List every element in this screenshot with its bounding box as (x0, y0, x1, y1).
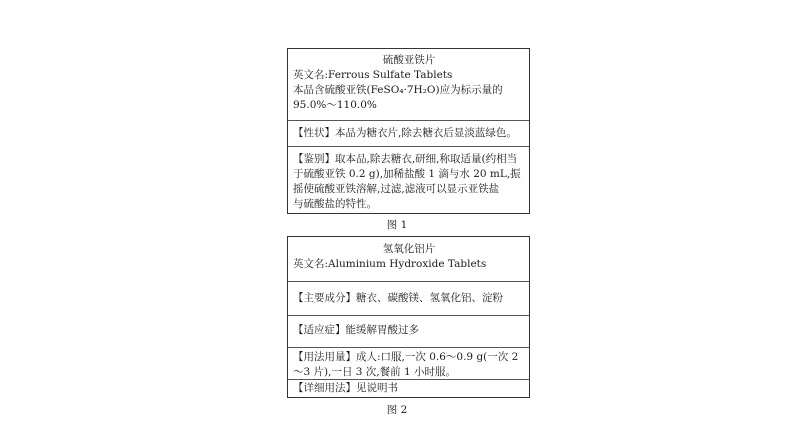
identification-section (288, 146, 529, 213)
identification-line: 与硫酸盐的特性。 (293, 198, 377, 210)
header-section (288, 49, 529, 120)
header-section (288, 237, 529, 281)
details-text: 【详细用法】见说明书 (293, 382, 398, 394)
figure-1-caption: 图 1 (386, 219, 408, 231)
figure-2-caption: 图 2 (386, 404, 408, 416)
properties-text: 【性状】本品为糖衣片,除去糖衣后显淡蓝绿色。 (293, 127, 517, 139)
identification-line: 摇使硫酸亚铁溶解,过滤,滤液可以显示亚铁盐 (293, 183, 500, 195)
indications-section (288, 315, 529, 347)
identification-line: 于硫酸亚铁 0.2 g),加稀盐酸 1 滴与水 20 mL,振 (293, 168, 521, 180)
details-section (288, 379, 529, 397)
content-line: 本品含硫酸亚铁(FeSO₄·7H₂O)应为标示量的 (293, 84, 503, 96)
content-line: 95.0%～110.0% (293, 99, 377, 111)
english-name: 英文名:Aluminium Hydroxide Tablets (293, 258, 487, 270)
drug-title: 氢氧化铝片 (382, 243, 436, 255)
usage-section (288, 347, 529, 379)
usage-line: 【用法用量】成人:口服,一次 0.6～0.9 g(一次 2 (293, 351, 519, 363)
aluminium-hydroxide-label-box (287, 236, 530, 398)
usage-line: ～3 片),一日 3 次,餐前 1 小时服。 (293, 366, 457, 378)
properties-section (288, 120, 529, 146)
indications-text: 【适应症】能缓解胃酸过多 (293, 324, 419, 336)
drug-title: 硫酸亚铁片 (382, 54, 436, 66)
ferrous-sulfate-label-box (287, 48, 530, 214)
identification-line: 【鉴别】取本品,除去糖衣,研细,称取适量(约相当 (293, 153, 518, 165)
ingredients-text: 【主要成分】糖衣、碳酸镁、氢氧化铝、淀粉 (293, 292, 503, 304)
ingredients-section (288, 281, 529, 315)
english-name: 英文名:Ferrous Sulfate Tablets (293, 69, 453, 81)
